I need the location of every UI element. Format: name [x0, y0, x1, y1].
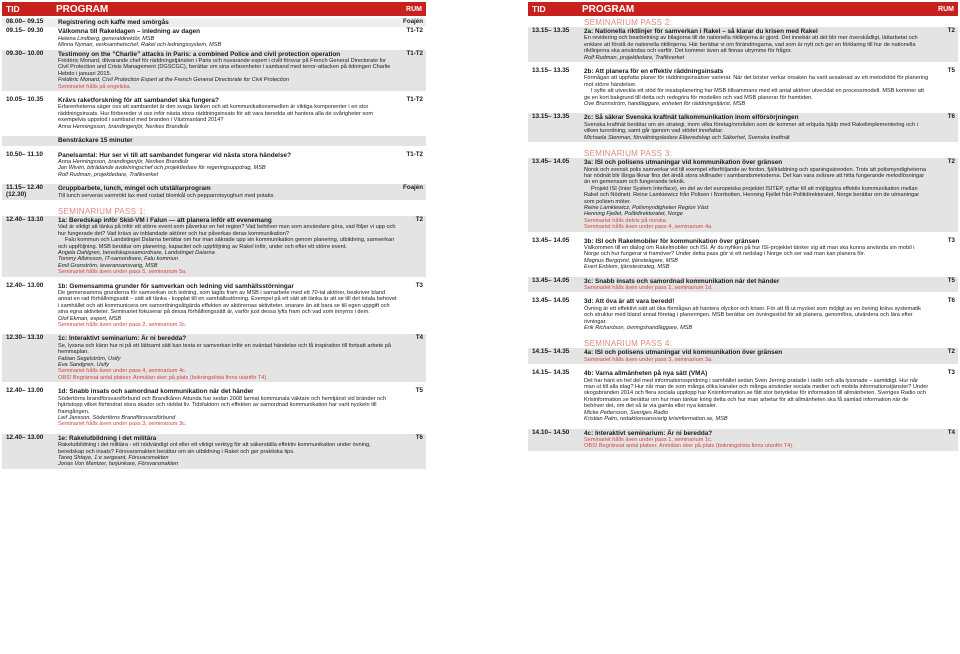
session-room: T3 — [947, 236, 955, 244]
session-time: 12.40– 13.10 — [6, 215, 44, 223]
session-title: 2b: Att planera för en effektiv räddningsinsats — [584, 68, 724, 76]
session-body — [58, 335, 400, 381]
session-room: T5 — [947, 276, 955, 284]
session-room — [400, 137, 426, 144]
session-time — [2, 137, 58, 144]
session-room: T4 — [947, 428, 955, 436]
header-room: RUM — [938, 5, 954, 13]
session-row — [2, 151, 426, 180]
session-description: Frédéric Monard, ditvarande chef för räddningstjänsten i Paris och nuvarande expert i civilt försvar på French General Directorate for Civil Protection and Crisis Management (DGSCGC), berättar om sina erfarenheter i samband med terror-attacken på tidningen Charlie Hebdo i januari 2015. — [58, 58, 391, 77]
session-time: 09.15– 09.30 — [6, 27, 44, 35]
session-row — [2, 184, 426, 200]
right-rows — [528, 18, 958, 451]
speaker: Micke Pettersson, Sveriges Radio — [584, 409, 668, 416]
session-note: Seminariet hålls även under pass 3, seminarium 3c. — [58, 421, 187, 428]
session-title: 1a: Beredskap inför Skid-VM i Falun — att planera inför ett evenemang — [58, 216, 272, 224]
session-note: Seminariet hålls även under pass 2, seminarium 2c. — [58, 322, 187, 329]
session-row — [2, 216, 426, 277]
session-description: Till lunch serveras varmrökt lax med rostad blomkål och pepparrotsyoghurt med potatis. — [58, 192, 275, 199]
speaker: Kristian Palm, redaktionsansvarig krisinformation.se, MSB — [584, 416, 728, 423]
section-heading — [528, 149, 958, 158]
session-body — [584, 114, 932, 141]
section-heading — [2, 207, 426, 216]
session-description: Falu kommun och Landstinget Dalarna berättar om hur man säkrade upp sin kommunikation genom planering, utbildning, samverkan och uppföljning. MSB berättar om planering, kapacitet och uppföljning av Rakel inför, under och efter ett större event. — [58, 237, 395, 250]
speaker: Minna Nyman, verksamhetschef, Rakel och ledningssystem, MSB — [58, 42, 222, 49]
session-row — [528, 158, 958, 231]
section-pass: PASS 1: — [114, 206, 147, 216]
header-program: PROGRAM — [56, 3, 109, 15]
session-room: T5 — [947, 67, 955, 75]
session-row — [528, 369, 958, 423]
session-description: Övning är ett effektivt sätt att öka förmågan att hantera olyckor och kriser. För att få ut mycket som möjligt av en övning krävs systematik och struktur med bland annat företag i planeringen. MSB berättar om övningsstöd för att planera, genomföra, utvärdera och lära efter övningar. — [584, 305, 921, 325]
session-title: Testimony on the ”Charlie” attacks in Paris: a combined Police and civil protection operation — [58, 50, 341, 58]
session-time: 13.15– 13.35 — [532, 113, 570, 121]
header-time: TID — [532, 4, 546, 14]
session-row — [528, 27, 958, 62]
session-body — [584, 238, 932, 271]
session-body — [584, 278, 932, 292]
session-room: T4 — [415, 334, 423, 342]
session-title: 3a: ISI och polisens utmaningar vid kommunikation över gränsen — [584, 159, 783, 167]
session-row — [528, 67, 958, 108]
header-room: RUM — [406, 5, 422, 13]
session-description: Norsk och svensk polis samverkar vid till exempel efterföljande av fordon, fjällräddning och spaningsärenden. Trots att polismyndigheterna har nödnät blir långa liknar fins det ändå stora skillnader i sambandsmetoderna. Det kan vara svårare att hitta fungerande metodlösningar än en gemensam och fungerande teknik. — [584, 166, 927, 186]
section-label: SEMINARIUM — [584, 18, 639, 27]
session-room: T3 — [415, 281, 423, 289]
session-body — [584, 430, 932, 450]
session-time: 11.15– 12.40 (12.30) — [6, 184, 43, 198]
section-label: SEMINARIUM — [584, 339, 639, 349]
section-pass: PASS 3: — [640, 149, 673, 159]
session-title: Gruppbarbete, lunch, mingel och utställarprogram — [58, 185, 211, 193]
session-row — [528, 429, 958, 451]
session-body — [58, 185, 400, 199]
session-description: Svenska kraftnät berättar om sin strategi, inom vilka företag/områden som de kommer att erbjuda hjälp med Rakelimplementering och i vilken turordning, samt går igenom vad stödet innefattar. — [584, 121, 918, 135]
session-body — [58, 137, 400, 144]
session-time: 13.45– 14.05 — [532, 236, 570, 244]
session-row — [528, 297, 958, 332]
speaker: Tommy Albinsson, IT-samordnare, Falu kommun — [58, 256, 178, 263]
session-title: Krävs raketforskning för att sambandet ska fungera? — [58, 97, 219, 105]
session-row — [2, 434, 426, 469]
session-title: Bensträckare 15 minuter — [58, 137, 133, 145]
session-note: Seminariet hålls även under pass 5, seminarium 5a. — [58, 269, 187, 276]
speaker: Tareq Shtaye, 1:e sergeant, Försvarsmakten — [58, 454, 169, 461]
session-body — [58, 19, 400, 26]
session-description: Det har hänt en hel del med informationsspridning i samhället sedan Sven Jerring pratade i radio och alla lyssnade – samtidigt. Hur når man ut till alla idag? Hur når man de som många olika kanaler och många använder sociala medier och mobila informationstjänster? Under skogsbranden 2014 och flera sociala upplopp har Krisinformation.se fått stor betydelse för information till allmänheten. Sveriges Radio och Krisinformation.se berättar om hur man tänkar kring detta och hur man arbetar för att allmänheten ska få samlad information när de behöver det, om det så är via gamla eller nya kanaler. — [584, 377, 929, 410]
session-room: T2 — [947, 27, 955, 34]
session-description: Södertörns brandförsvarsförbund och Brandkåren Attunda har sedan 2008 larmat kommunala väktare och hemtjänst vid bränder och hjärtstopp vilket förhindrat stora skador och räddat liv. Tidsfaktorn och effekten av samordnad kommunikation har varit nyckeln till framgången. — [58, 395, 387, 415]
session-title: 1b: Gemensamma grunder för samverkan och ledning vid samhällsstörningar — [58, 282, 294, 290]
session-body — [58, 51, 400, 90]
session-time: 13.45– 14.05 — [532, 158, 570, 166]
session-title: 3c: Snabb insats och samordnad kommunikation när det händer — [584, 277, 780, 285]
right-column — [528, 2, 958, 451]
speaker: Ove Brunnström, handläggare, enheten för räddningstjänst, MSB — [584, 101, 746, 108]
speaker: Jonas Von Mentzer, fanjunkare, Försvarsmakten — [58, 461, 179, 468]
session-note: OBS! Begränsat antal platser. Anmälan sker på plats (bokningslista finns utanför T4). — [58, 374, 268, 381]
session-note: Seminariet hålls delvis på norska. — [584, 217, 668, 224]
session-row — [2, 136, 426, 145]
session-time: 08.00– 09.15 — [6, 18, 44, 25]
session-time: 14.15– 14.35 — [532, 369, 570, 377]
session-title: 4b: Varna allmänheten på nya sätt (VMA) — [584, 370, 708, 378]
speaker: Jan Wivén, biträdande avdelningschef och projektledare för regeringsuppdrag, MSB — [58, 165, 266, 172]
section-pass: PASS 4: — [640, 339, 673, 349]
speaker: Emil Granström, leveransansvarig, MSB — [58, 262, 158, 269]
speaker: Anna Henningsson, brandingenjör, Nerikes Brandkår — [58, 123, 189, 130]
session-room: T6 — [947, 113, 955, 121]
session-description: Erfarenheterna säger oss att sambandet är den svaga länken och att kommunikationsmedlen är viktiga komponenter i en stor räddningsinsats. Hur förbereder vi oss inför nästa stora räddningsinsats för att vara beredda att hantera alla de svårigheter som exempelvis uppstod i samband med branden i Västmanland 2014? — [58, 104, 373, 124]
session-time: 13.45– 14.05 — [532, 276, 570, 284]
table-header — [528, 2, 958, 16]
session-title: 3b: ISI och Rakelmobiler för kommunikation över gränsen — [584, 237, 760, 245]
speaker: Fabian Segelström, Usify — [58, 355, 121, 362]
session-room: T6 — [415, 433, 423, 441]
session-description: Vad är viktigt att tänka på inför ett större event som påverkar en hel region? Vad behöver man som användare göra, vad följer vi upp och hur fungerade det? Vad krävs av inblandade aktörer och hur påverkas deras kommunikation? — [58, 224, 396, 237]
spacer — [2, 200, 426, 205]
session-description: Välkommen till en dialog om Rakelmobiler och ISI. Är du nyfiken på hur ISI-projektet tänker sig att man ska kunna använda sin mobil i Norge och hur fungerar vi framöver? Under detta pass gör vi ett nedslag i Norge och ser vad man kan planera för. — [584, 244, 915, 258]
session-room: T2 — [947, 348, 955, 356]
session-body — [584, 68, 932, 107]
session-note: Seminariet hålls även under pass 4, seminarium 4c. — [58, 368, 187, 375]
section-label: SEMINARIUM — [584, 149, 639, 159]
session-description: Rakelutbildning i det militära - ett nödvändigt ont eller ett viktigt verktyg för att säkerställa effektiv kommunikation under övning, beredskap och insats? Försvarsmakten berättar om sin utbildning i Rakel och ger praktiska tips. — [58, 442, 371, 455]
session-body — [58, 152, 400, 179]
session-title: 4a: ISI och polisens utmaningar vid kommunikation över gränsen — [584, 349, 783, 357]
session-description: Projekt ISI (Inter System Interface), en del av det europeiska projektet ISITEP, syftar till att möjliggöra effektiv kommunikation mellan Rakel och Nödnett. Reine Lamkiewicz från Polisen i Norrbotten, Henning Fjellet från Politidirektoratet, Norge berättar om de utmaningar som polisen möter. — [584, 185, 920, 205]
session-title: 1d: Snabb insats och samordnad kommunikation när det händer — [58, 388, 254, 396]
session-note: Seminariet hålls även under pass 4, seminarium 4a. — [584, 224, 713, 231]
session-time: 12.30– 13.10 — [6, 334, 44, 342]
speaker: Magnus Bergqvist, tjänsteägare, MSB — [584, 257, 678, 264]
session-room: T1-T2 — [406, 96, 423, 104]
session-room: T6 — [947, 297, 955, 305]
session-room: Foajén — [403, 184, 423, 192]
section-label: SEMINARIUM — [58, 206, 113, 216]
session-room: T2 — [415, 215, 423, 223]
session-title: 3d: Att öva är att vara beredd! — [584, 298, 675, 306]
speaker: Frédéric Monard, Civil Protection Expert at the French General Directorate for Civil Protection — [58, 77, 289, 84]
session-time: 10.05– 10.35 — [6, 96, 44, 104]
session-time: 13.15– 13.35 — [532, 27, 570, 34]
session-room: T1-T2 — [406, 49, 423, 57]
session-body — [58, 388, 400, 427]
session-note: Seminariet hålls även under pass 3, seminarium 3a. — [584, 356, 713, 363]
speaker: Erik Richardson, övningshandläggare, MSB — [584, 325, 693, 332]
session-row — [2, 27, 426, 49]
session-time: 12.40– 13.00 — [6, 433, 44, 441]
session-body — [584, 298, 932, 331]
section-pass: PASS 2: — [640, 18, 673, 27]
session-row — [528, 348, 958, 364]
session-room: T1-T2 — [406, 150, 423, 158]
speaker: Henning Fjellet, Politidirektoratet, Norge — [584, 211, 683, 218]
session-row — [2, 96, 426, 131]
session-body — [58, 217, 400, 276]
session-title: Panelsamtal: Hur ser vi till att sambandet fungerar vid nästa stora händelse? — [58, 151, 291, 159]
speaker: Rolf Rudman, projektledare, Trafikverket — [58, 171, 159, 178]
spacer — [528, 332, 958, 337]
session-room: T3 — [947, 369, 955, 377]
session-title: 1e: Rakelutbildning i det militära — [58, 434, 157, 442]
session-title: 1c: Interaktivt seminarium: Är ni beredda? — [58, 335, 187, 343]
session-description: En revidering och bearbetning av bilagorna till de nationella riktlinjerna är gjord. Det innebär att det blir mer överskådligt, lättarbetat och enklare att förstå de nationella riktlinjerna. Här berättar vi om förändringarna, vad som är nytt och ger en förklaring till hur de nationella riktlinjerna ska användas och varför. Det kommer även att finnas utrymme för frågor. — [584, 35, 918, 55]
session-room: Foajén — [403, 18, 423, 25]
session-description: I syfte att utveckla ett stöd för insatsplanering har MSB tillsammans med ett antal aktörer utvecklat en processmodell. MSB kommer att ge en kort bakgrund till detta och redogöra för modellen och vad MSB planerar för framtiden. — [584, 88, 924, 101]
session-body — [584, 370, 932, 422]
session-room: T5 — [415, 387, 423, 395]
speaker: Evert Enblom, tjänstestrateg, MSB — [584, 264, 670, 271]
session-time: 14.15– 14.35 — [532, 348, 570, 356]
speaker: Olof Ekman, expert, MSB — [58, 315, 122, 322]
session-title: 4c: Interaktivt seminarium: Är ni beredda? — [584, 429, 713, 437]
session-row — [2, 50, 426, 91]
session-title: Välkomna till Rakeldagen – inledning av dagen — [58, 28, 201, 36]
session-time: 12.40– 13.00 — [6, 387, 44, 395]
session-row — [2, 282, 426, 330]
session-body — [58, 283, 400, 329]
section-heading — [528, 18, 958, 27]
session-title: 2a: Nationella riktlinjer för samverkan i Rakel – så klarar du krisen med Rakel — [584, 28, 818, 35]
speaker: Michaela Stenman, förvaltningsledare Elberedskap och Säkerhet, Svenska kraftnät — [584, 134, 790, 141]
session-time: 10.50– 11.10 — [6, 150, 43, 158]
session-note: Seminariet hålls även under pass 1, seminarium 1d. — [584, 285, 713, 291]
header-time: TID — [6, 4, 20, 14]
session-row — [528, 113, 958, 142]
session-row — [528, 277, 958, 293]
speaker: Helena Lindberg, generaldirektör, MSB — [58, 35, 155, 42]
session-description: Se, lyssna och känn hur ni på ett lättsamt sätt kan testa er samverkan inför en oväntad händelse och få inspiration till fortsatt arbete på hemmaplan. — [58, 342, 392, 356]
session-body — [58, 435, 400, 468]
session-row — [2, 334, 426, 382]
session-body — [584, 159, 932, 230]
session-title: 2c: Så säkrar Svenska kraftnät talkommunikation inom elförsörjningen — [584, 114, 799, 122]
session-description: Förmågan att uppfatta planer för räddningsinsatser varierar. När det brister verkar orsaken ha varit avsaknad av ett metodstöd för planering mot större händelser. — [584, 75, 929, 88]
left-column — [2, 2, 426, 469]
speaker: Angela Dahlgren, beredskapssamordnare, Landstinget Dalarna — [58, 249, 215, 256]
speaker: Leif Jansson, Södertörns Brandförsvarsförbund — [58, 414, 176, 421]
session-title: Registrering och kaffe med smörgås — [58, 19, 169, 26]
session-note: OBS! Begränsat antal platser. Anmälan sker på plats (bokningslista finns utanför T4). — [584, 443, 794, 450]
session-time: 14.10– 14.50 — [532, 428, 570, 436]
header-program: PROGRAM — [582, 3, 635, 15]
left-rows — [2, 18, 426, 469]
session-room: T1-T2 — [406, 27, 423, 35]
session-description: De gemensamma grunderna för samverkan och ledning, som tagits fram av MSB i samarbete med ett 70-tal aktörer, beskriver bland annat en rad förhållningssätt – sätt att tänka - kopplat till en samhällsstörning. Exempel på ett sätt att tänka är att se till det totala behovet i samhället och att kommunicera om samordningsåtgärda effekten av aktörernas aktiviteter, snarare än att bara se till egen uppgift och sina egna aktiviteter. Seminariet fokuserar på dessa förhållningssätt är, varför just dessa lyfts fram och vad som innyrns i dem. — [58, 290, 397, 316]
session-room: T2 — [947, 158, 955, 166]
session-row — [2, 18, 426, 27]
session-row — [2, 387, 426, 428]
session-body — [584, 28, 932, 61]
session-note: Seminariet hålls på engelska. — [58, 83, 132, 90]
session-time: 12.40– 13.00 — [6, 281, 44, 289]
session-note: Seminariet hålls även under pass 1, seminarium 1c. — [584, 436, 713, 443]
section-heading — [528, 339, 958, 348]
session-time: 09.30– 10.00 — [6, 49, 44, 57]
session-time: 13.15– 13.35 — [532, 67, 570, 75]
session-body — [584, 349, 932, 363]
session-time: 13.45– 14.05 — [532, 297, 570, 305]
session-body — [58, 97, 400, 130]
table-header — [2, 2, 426, 16]
spacer — [528, 142, 958, 147]
speaker: Eva Sandgren, Usify — [58, 362, 109, 369]
speaker: Anna Henningsson, brandingenjör, Nerikes Brandkår — [58, 158, 189, 165]
speaker: Rolf Rudman, projektledare, Trafikverket — [584, 54, 685, 61]
session-row — [528, 237, 958, 272]
speaker: Reine Lamkiewicz, Polismyndigheten Region Väst — [584, 204, 709, 211]
session-body — [58, 28, 400, 48]
